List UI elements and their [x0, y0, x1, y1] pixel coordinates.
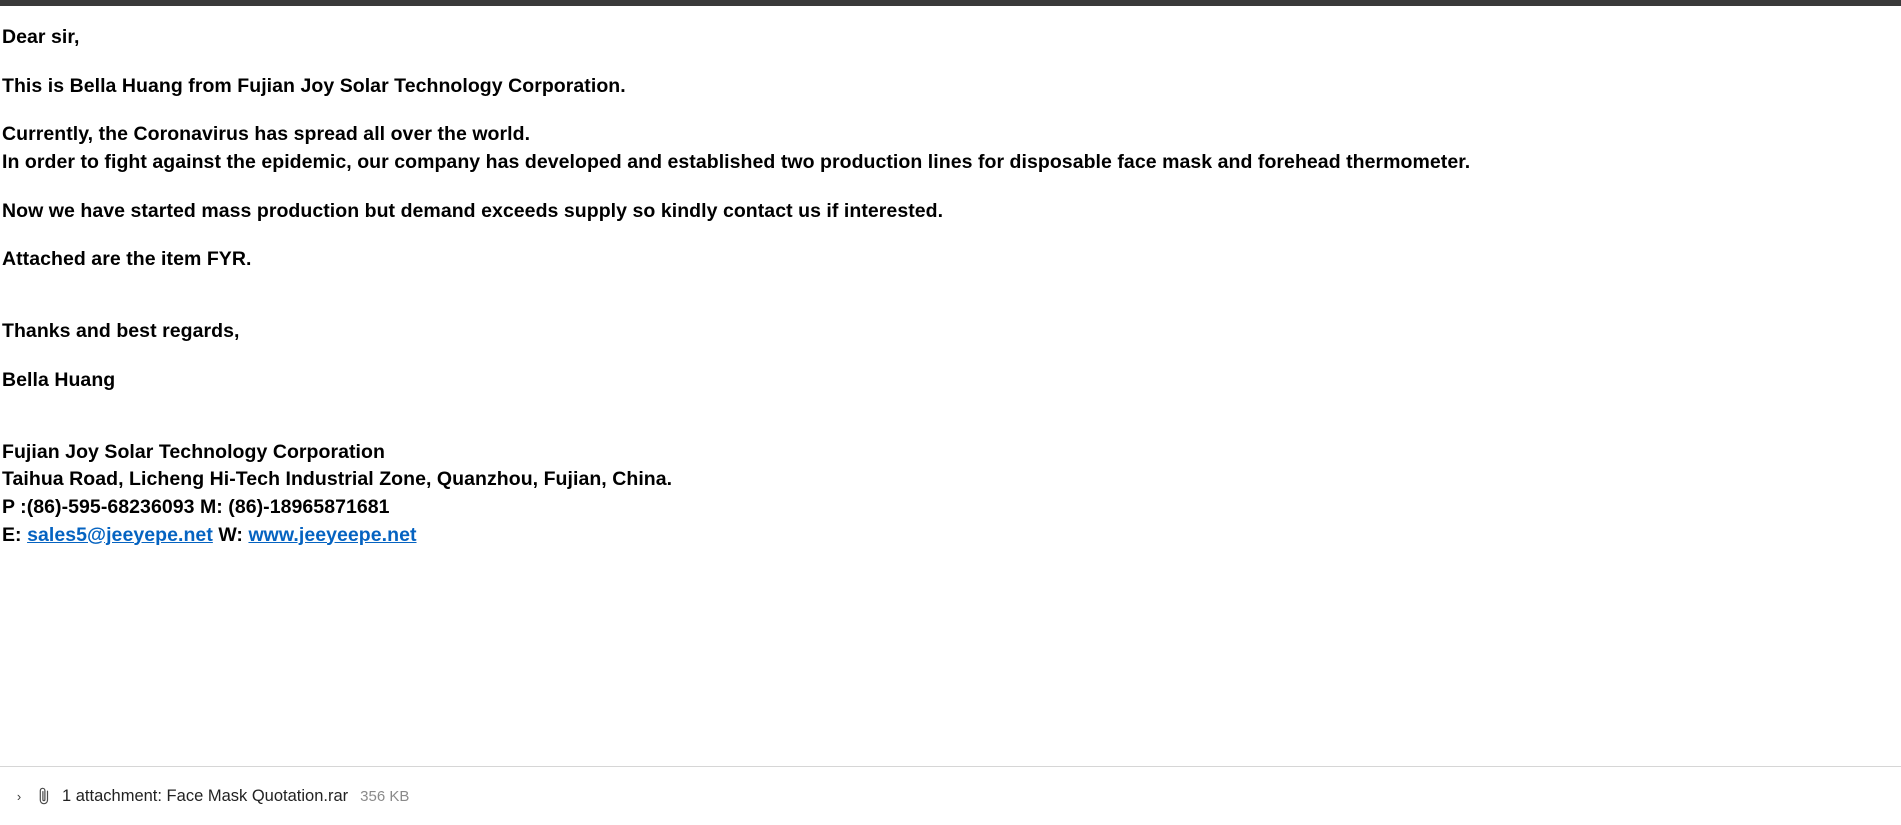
paperclip-icon — [32, 783, 56, 809]
signature-website-link[interactable]: www.jeeyeepe.net — [248, 523, 417, 546]
message-body — [0, 6, 1901, 766]
email-label: E: — [2, 523, 28, 546]
chevron-right-icon[interactable]: › — [16, 788, 22, 804]
signature-company: Fujian Joy Solar Technology Corporation — [2, 440, 385, 463]
signature-block — [2, 439, 1901, 550]
intro-line: This is Bella Huang from Fujian Joy Solar Technology Corporation. — [2, 74, 626, 97]
attachment-size: 356 KB — [360, 787, 410, 805]
context-line-2: In order to fight against the epidemic, our company has developed and established two production lines for disposable face mask and forehead thermometer. — [2, 151, 1471, 174]
attachment-label[interactable]: 1 attachment: Face Mask Quotation.rar — [62, 786, 349, 805]
sender-name: Bella Huang — [2, 368, 116, 391]
closing-line: Thanks and best regards, — [2, 320, 240, 343]
signature-phone: P :(86)-595-68236093 M: (86)-18965871681 — [2, 495, 390, 518]
context-line-1: Currently, the Coronavirus has spread all over the world. — [2, 123, 531, 146]
attachment-note-line: Attached are the item FYR. — [2, 248, 252, 271]
greeting-line: Dear sir, — [2, 26, 80, 48]
signature-email-link[interactable]: sales5@jeeyepe.net — [27, 523, 213, 546]
signature-address: Taihua Road, Licheng Hi-Tech Industrial Zone, Quanzhou, Fujian, China. — [2, 468, 673, 491]
production-line: Now we have started mass production but demand exceeds supply so kindly contact us if interested. — [2, 199, 944, 222]
web-label: W: — [212, 523, 249, 546]
attachment-bar[interactable] — [0, 766, 1901, 825]
signature-contact-line — [2, 522, 1901, 550]
